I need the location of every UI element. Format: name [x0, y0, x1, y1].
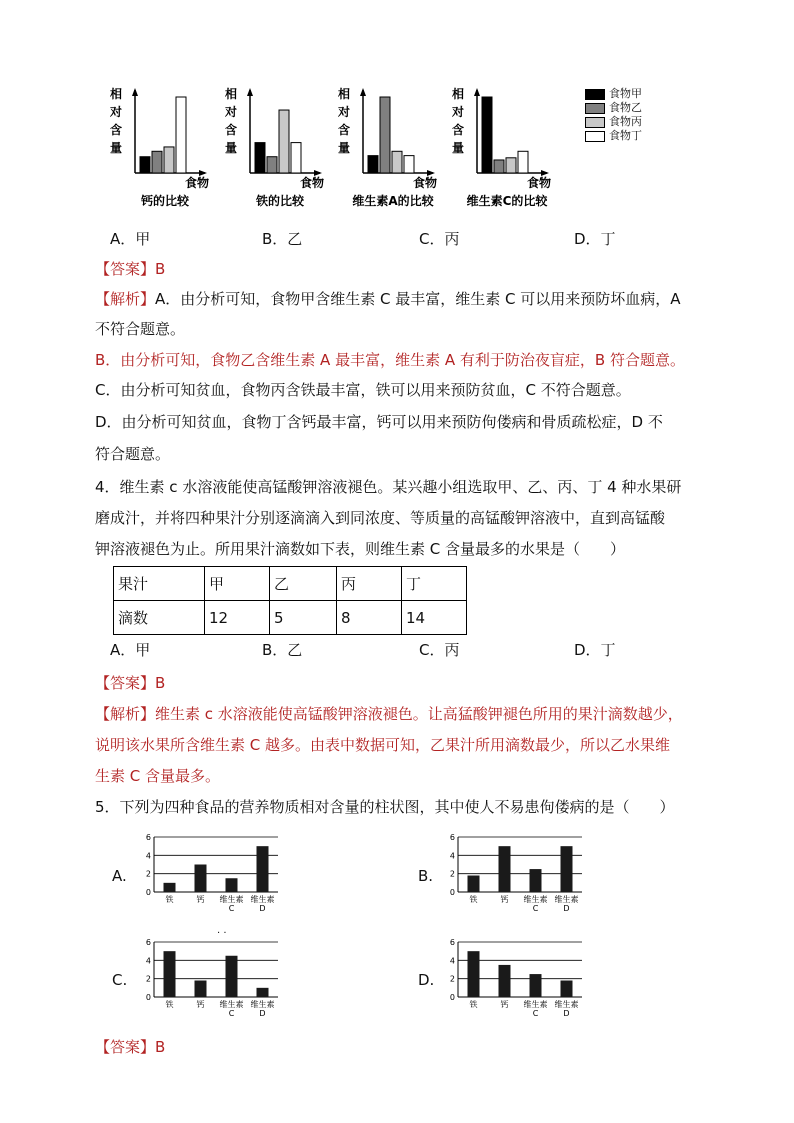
y-axis-arrow-icon [360, 88, 366, 96]
bar [226, 956, 238, 997]
x-tick-label: D [259, 1009, 266, 1018]
table-cell: 丁 [402, 567, 467, 601]
table-cell: 滴数 [114, 601, 205, 635]
legend-label: 食物丁 [609, 129, 642, 142]
answer-value: B [155, 674, 166, 692]
table-cell: 5 [270, 601, 337, 635]
y-axis-arrow-icon [247, 88, 253, 96]
x-tick-label: 维生素 [250, 895, 275, 904]
x-tick-label: 维生素 [554, 1000, 579, 1009]
bar [499, 965, 511, 997]
table-cell: 8 [337, 601, 402, 635]
q4-option-b: B．乙 [262, 641, 303, 659]
bar [494, 160, 504, 173]
x-tick-label: D [563, 904, 570, 913]
bar [195, 865, 207, 893]
q4-stem-line1: 4．维生素 c 水溶液能使高锰酸钾溶液褪色。某兴趣小组选取甲、乙、丙、丁 4 种水果研 [95, 478, 682, 496]
analysis-tag: 【解析】 [95, 705, 156, 723]
legend-swatch [585, 89, 605, 100]
legend-item [585, 129, 642, 143]
table-cell: 乙 [270, 567, 337, 601]
x-tick-label: 钙 [196, 1000, 205, 1009]
y-axis-arrow-icon [132, 88, 138, 96]
x-tick-label: 铁 [165, 1000, 174, 1009]
x-tick-label: D [259, 904, 266, 913]
q3-option-c: C．丙 [419, 230, 460, 248]
legend-swatch [585, 117, 605, 128]
q4-analysis-line3: 生素 C 含量最多。 [95, 767, 221, 785]
y-tick-label: 2 [145, 974, 151, 984]
answer-tag: 【答案】 [95, 260, 156, 278]
chart-caption: 铁的比较 [255, 194, 305, 208]
y-tick-label: 0 [145, 888, 151, 897]
analysis-text: A．由分析可知，食物甲含维生素 C 最丰富，维生素 C 可以用来预防坏血病，A [155, 290, 681, 308]
y-tick-label: 2 [449, 869, 455, 879]
bar [392, 151, 402, 173]
y-axis-label: 含 [451, 123, 465, 137]
table-cell: 12 [205, 601, 270, 635]
bar [176, 97, 186, 173]
x-tick-label: C [228, 1009, 235, 1018]
q5-answer [95, 1037, 165, 1057]
chart-caption: 维生素C的比较 [466, 194, 548, 208]
analysis-tag: 【解析】 [95, 290, 156, 308]
y-axis-label: 量 [109, 141, 123, 155]
bar [468, 876, 480, 893]
bar [499, 846, 511, 892]
y-axis-label: 量 [224, 141, 238, 155]
bar [152, 151, 162, 173]
y-axis-label: 量 [451, 141, 465, 155]
bar [380, 97, 390, 173]
y-axis-label: 对 [337, 105, 351, 119]
chart-caption: 维生素A的比较 [352, 194, 434, 208]
y-tick-label: 6 [449, 833, 455, 842]
x-tick-label: 铁 [469, 895, 478, 904]
q5-chart-c [140, 937, 285, 1027]
q3-analysis-line6: 符合题意。 [95, 445, 171, 463]
bar [291, 143, 301, 173]
y-axis-label: 含 [109, 123, 123, 137]
y-axis-label: 含 [224, 123, 238, 137]
bar [226, 878, 238, 892]
bar [482, 97, 492, 173]
q3-analysis-line1 [95, 289, 681, 309]
y-tick-label: 2 [145, 869, 151, 879]
legend-item [585, 115, 642, 129]
bar [164, 883, 176, 892]
bar [468, 951, 480, 997]
legend-swatch [585, 103, 605, 114]
answer-value: B [155, 260, 166, 278]
q3-analysis-line5: D．由分析可知贫血，食物丁含钙最丰富，钙可以用来预防佝偻病和骨质疏松症，D 不 [95, 413, 663, 431]
answer-tag: 【答案】 [95, 674, 156, 692]
legend-item [585, 87, 642, 101]
y-tick-label: 4 [145, 956, 151, 966]
y-axis-arrow-icon [474, 88, 480, 96]
answer-tag: 【答案】 [95, 1038, 156, 1056]
x-tick-label: D [563, 1009, 570, 1018]
q4-table [113, 566, 467, 635]
y-axis-label: 相 [224, 87, 238, 101]
q5-chart-d [444, 937, 589, 1027]
table-row [114, 567, 467, 601]
q3-analysis-line3: B．由分析可知，食物乙含维生素 A 最丰富，维生素 A 有利于防治夜盲症，B 符合题意。 [95, 351, 685, 369]
y-axis-label: 相 [451, 87, 465, 101]
x-axis-label: 食物 [526, 176, 552, 190]
bar [257, 988, 269, 997]
legend-label: 食物乙 [609, 101, 642, 114]
bar [257, 846, 269, 892]
x-axis-label: 食物 [299, 176, 325, 190]
q4-analysis-line2: 说明该水果所含维生素 C 越多。由表中数据可知，乙果汁所用滴数最少，所以乙水果维 [95, 736, 671, 754]
y-tick-label: 0 [449, 888, 455, 897]
q4-option-d: D．丁 [574, 641, 616, 659]
bar [164, 951, 176, 997]
q3-analysis-line2: 不符合题意。 [95, 320, 186, 338]
x-tick-label: C [532, 1009, 539, 1018]
q4-option-a: A．甲 [110, 641, 151, 659]
x-tick-label: 维生素 [554, 895, 579, 904]
bar [404, 156, 414, 173]
x-tick-label: 维生素 [523, 895, 548, 904]
bar [561, 981, 573, 998]
x-tick-label: C [532, 904, 539, 913]
y-tick-label: 4 [145, 851, 151, 861]
y-axis-label: 量 [337, 141, 351, 155]
q5-option-a-label: A. [112, 867, 127, 885]
x-tick-label: 钙 [500, 895, 509, 904]
y-axis-label: 对 [109, 105, 123, 119]
legend-item [585, 101, 642, 115]
y-tick-label: 6 [145, 938, 151, 947]
q4-stem-line2: 磨成汁，并将四种果汁分别逐滴滴入到同浓度、等质量的高锰酸钾溶液中，直到高锰酸 [95, 509, 666, 527]
q5-option-b-label: B. [418, 867, 434, 885]
answer-value: B [155, 1038, 166, 1056]
x-tick-label: C [228, 904, 235, 913]
top-legend [585, 87, 642, 143]
x-tick-label: 维生素 [219, 1000, 244, 1009]
x-tick-label: 铁 [469, 1000, 478, 1009]
q5-chart-a [140, 832, 285, 917]
legend-swatch [585, 131, 605, 142]
bar [279, 110, 289, 173]
q5-option-d-label: D. [418, 971, 435, 989]
x-axis-label: 食物 [184, 176, 210, 190]
q5-option-c-label: C. [112, 971, 128, 989]
y-axis-label: 含 [337, 123, 351, 137]
bar [267, 157, 277, 173]
q4-stem-line3: 钾溶液褪色为止。所用果汁滴数如下表，则维生素 C 含量最多的水果是（ ） [95, 540, 626, 558]
table-cell: 果汁 [114, 567, 205, 601]
bar [530, 974, 542, 997]
x-tick-label: 钙 [196, 895, 205, 904]
q5-stem: 5．下列为四种食品的营养物质相对含量的柱状图，其中使人不易患佝偻病的是（ ） [95, 798, 675, 816]
table-cell: 14 [402, 601, 467, 635]
bar [518, 151, 528, 173]
q4-answer [95, 673, 165, 693]
x-tick-label: 钙 [500, 1000, 509, 1009]
analysis-text: 维生素 c 水溶液能使高锰酸钾溶液褪色。让高猛酸钾褪色所用的果汁滴数越少， [155, 705, 683, 723]
bar [164, 147, 174, 173]
bar [506, 158, 516, 173]
table-row [114, 601, 467, 635]
bar [255, 143, 265, 173]
y-tick-label: 0 [449, 993, 455, 1002]
x-tick-label: 维生素 [219, 895, 244, 904]
y-tick-label: 2 [449, 974, 455, 984]
bar [368, 156, 378, 173]
q4-option-c: C．丙 [419, 641, 460, 659]
x-tick-label: 维生素 [250, 1000, 275, 1009]
table-cell: 甲 [205, 567, 270, 601]
table-cell: 丙 [337, 567, 402, 601]
bar [195, 981, 207, 998]
legend-label: 食物丙 [609, 115, 642, 128]
y-tick-label: 6 [145, 833, 151, 842]
bar [561, 846, 573, 892]
y-axis-label: 相 [337, 87, 351, 101]
y-tick-label: 0 [145, 993, 151, 1002]
q3-option-d: D．丁 [574, 230, 616, 248]
y-tick-label: 6 [449, 938, 455, 947]
bar [530, 869, 542, 892]
q3-option-a: A．甲 [110, 230, 151, 248]
q4-analysis-line1 [95, 704, 683, 724]
y-axis-label: 相 [109, 87, 123, 101]
x-axis-label: 食物 [412, 176, 438, 190]
y-tick-label: 4 [449, 851, 455, 861]
legend-label: 食物甲 [609, 87, 642, 100]
q5-chart-b [444, 832, 589, 917]
y-tick-label: 4 [449, 956, 455, 966]
y-axis-label: 对 [224, 105, 238, 119]
bar [140, 157, 150, 173]
q3-analysis-line4: C．由分析可知贫血，食物丙含铁最丰富，铁可以用来预防贫血，C 不符合题意。 [95, 381, 631, 399]
q3-answer [95, 259, 165, 279]
x-tick-label: 维生素 [523, 1000, 548, 1009]
stray-dots: · · [217, 928, 227, 939]
chart-caption: 钙的比较 [140, 194, 190, 208]
y-axis-label: 对 [451, 105, 465, 119]
x-tick-label: 铁 [165, 895, 174, 904]
q3-option-b: B．乙 [262, 230, 303, 248]
